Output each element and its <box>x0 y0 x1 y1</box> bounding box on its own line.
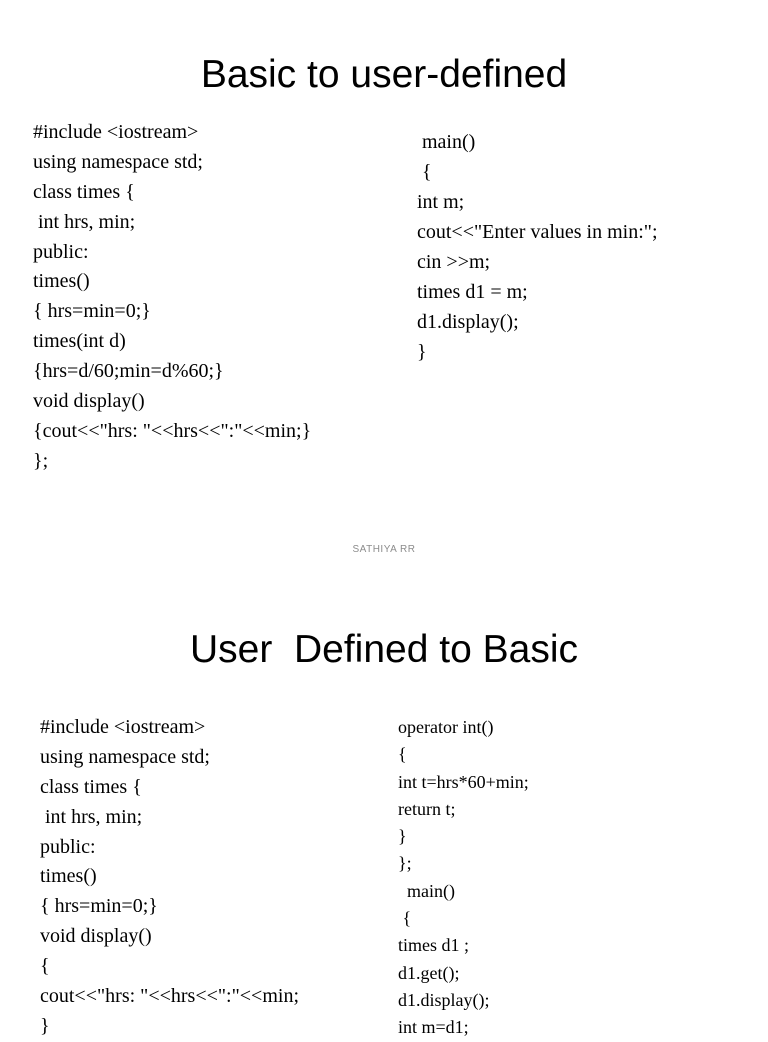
code-line: times d1 = m; <box>417 281 528 303</box>
code-line: } <box>417 341 427 363</box>
code-line: { hrs=min=0;} <box>40 895 158 918</box>
code-line: void display() <box>33 390 145 413</box>
code-line: { <box>398 744 407 765</box>
code-line: int t=hrs*60+min; <box>398 771 529 792</box>
code-line: using namespace std; <box>33 150 203 173</box>
code-line: cout<<"Enter values in min:"; <box>417 221 658 243</box>
code-line: } <box>40 1014 50 1037</box>
code-line: void display() <box>40 925 152 948</box>
code-line: }; <box>398 853 412 874</box>
code-block-left <box>33 118 311 477</box>
code-line: times(int d) <box>33 330 126 353</box>
code-line: cin >>m; <box>417 251 491 273</box>
code-line: int hrs, min; <box>33 210 136 233</box>
code-block-right <box>398 714 529 1042</box>
code-line: d1.display(); <box>417 311 519 333</box>
code-line: public: <box>40 835 96 858</box>
code-line: using namespace std; <box>40 745 210 768</box>
code-line: times d1 ; <box>398 935 469 956</box>
code-line: { hrs=min=0;} <box>33 300 151 323</box>
code-line: operator int() <box>398 717 494 737</box>
code-line: times() <box>40 865 97 888</box>
code-line: d1.display(); <box>398 989 490 1010</box>
code-line: main() <box>417 131 476 153</box>
code-line: { <box>40 955 50 978</box>
slide-user-defined-to-basic <box>0 596 768 1038</box>
code-line: public: <box>33 240 89 263</box>
code-line: int hrs, min; <box>40 805 143 828</box>
code-line: { <box>398 908 412 929</box>
slide-title: User Defined to Basic <box>189 628 578 671</box>
code-line: times() <box>33 270 90 293</box>
code-line: return t; <box>398 798 456 819</box>
slide-footer: SATHIYA RR <box>352 544 416 555</box>
code-line: } <box>398 826 407 847</box>
code-line: class times { <box>33 180 135 203</box>
code-block-right <box>417 127 658 367</box>
code-line: cout<<"hrs: "<<hrs<<":"<<min; <box>40 985 299 1008</box>
code-block-left <box>40 713 299 1042</box>
code-line: {hrs=d/60;min=d%60;} <box>33 360 224 383</box>
code-line: class times { <box>40 775 142 798</box>
slide-divider <box>0 576 768 596</box>
code-line: int m; <box>417 191 465 213</box>
code-line: d1.get(); <box>398 962 460 983</box>
code-line: int m=d1; <box>398 1017 469 1038</box>
code-line: #include <iostream> <box>33 121 199 143</box>
code-line: #include <iostream> <box>40 716 206 738</box>
code-line: {cout<<"hrs: "<<hrs<<":"<<min;} <box>33 419 312 442</box>
slide-title: Basic to user-defined <box>200 53 568 96</box>
code-line: { <box>417 161 432 183</box>
code-line: }; <box>33 449 49 472</box>
code-line: main() <box>398 880 455 901</box>
